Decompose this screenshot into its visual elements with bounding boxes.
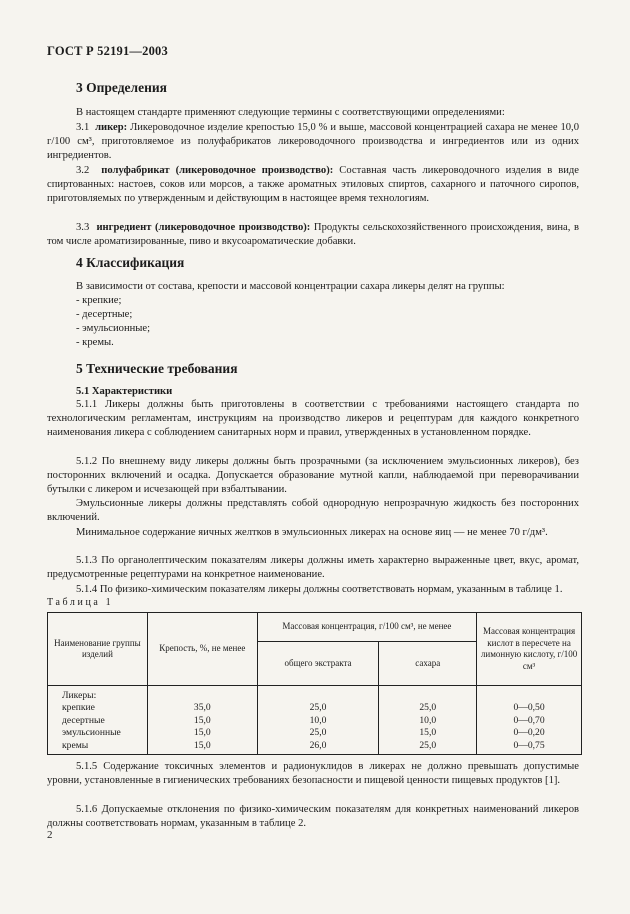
table-row xyxy=(48,715,582,727)
definition-term: полуфабрикат (ликероводочное производство): xyxy=(101,165,334,176)
table-group-label: Ликеры: xyxy=(48,686,148,703)
group-item: - эмульсионные; xyxy=(76,323,151,334)
column-header-extract: общего экстракта xyxy=(257,642,379,686)
group-item: - десертные; xyxy=(76,309,133,320)
paragraph-5-1-3: 5.1.3 По органолептическим показателям ликеры должны иметь характерно выраженные цвет, вкус, аромат, предусмотренные рецептурами на конкретное наименование. xyxy=(47,555,579,581)
cell-sugar: 25,0 xyxy=(379,740,477,755)
column-header-sugar: сахара xyxy=(379,642,477,686)
column-header-acid: Массовая концентрация кислот в пересчете на лимонную кислоту, г/100 см³ xyxy=(477,613,582,686)
subsection-5-1-title: 5.1 Характеристики xyxy=(76,386,173,397)
section-4-intro: В зависимости от состава, крепости и массовой концентрации сахара ликеры делят на группы: xyxy=(76,281,505,292)
section-5-title: 5 Технические требования xyxy=(76,361,238,376)
cell-name: крепкие xyxy=(48,702,148,714)
group-item: - кремы. xyxy=(76,337,114,348)
cell-strength: 15,0 xyxy=(147,715,257,727)
table-1 xyxy=(47,612,582,755)
cell-strength: 15,0 xyxy=(147,727,257,739)
cell-strength: 35,0 xyxy=(147,702,257,714)
paragraph-5-1-6: 5.1.6 Допускаемые отклонения по физико-химическим показателям для конкретных наименований ликеров должны соответствовать нормам, указанным в таблице 2. xyxy=(47,804,579,830)
cell-sugar: 15,0 xyxy=(379,727,477,739)
section-3-intro: В настоящем стандарте применяют следующие термины с соответствующими определениями: xyxy=(76,107,505,118)
paragraph-5-1-2-yolk: Минимальное содержание яичных желтков в эмульсионных ликерах на основе яиц — не менее 70 г/дм³. xyxy=(76,527,548,538)
cell-extract: 26,0 xyxy=(257,740,379,755)
section-4-title: 4 Классификация xyxy=(76,255,185,270)
paragraph-5-1-4: 5.1.4 По физико-химическим показателям ликеры должны соответствовать нормам, указанным в таблице 1. xyxy=(76,584,563,595)
definition-text: Продукты сельскохозяйственного происхождения, вина, в том числе ароматизированные, пиво и вкусоароматические добавки. xyxy=(47,222,579,248)
definition-number: 3.3 xyxy=(76,222,90,233)
document-header: ГОСТ Р 52191—2003 xyxy=(47,44,168,58)
cell-extract: 25,0 xyxy=(257,727,379,739)
table-row xyxy=(48,740,582,755)
column-header-mass-concentration: Массовая концентрация, г/100 см³, не менее xyxy=(257,613,476,642)
table-row xyxy=(48,702,582,714)
paragraph-5-1-2: 5.1.2 По внешнему виду ликеры должны быть прозрачными (за исключением эмульсионных ликеров), без посторонних включений и осадка. Допускается образование мутной капли, наблюдаемой при переворачивании бутылки с ликером и исчезающей при взбалтывании. xyxy=(47,456,579,496)
cell-name: кремы xyxy=(48,740,148,755)
definition-text: Составная часть ликероводочного изделия в виде спиртованных: настоев, соков или морсов, а также ароматных этиловых спиртов, сахарного и паточного сиропов, приготовляемых по утвержденным и действующим в настоящее время технологиям. xyxy=(47,165,579,205)
cell-extract: 25,0 xyxy=(257,702,379,714)
column-header-name: Наименование группы изделий xyxy=(48,613,148,686)
definition-text: Ликероводочное изделие крепостью 15,0 % и выше, массовой концентрацией сахара не менее 10,0 г/100 см³, приготовляемое из полуфабрикатов ликероводочного производства и ингредиентов или из одних ингредиентов. xyxy=(47,122,580,162)
definition-3-3 xyxy=(47,221,579,249)
definition-3-2 xyxy=(47,164,579,207)
paragraph-5-1-1: 5.1.1 Ликеры должны быть приготовлены в соответствии с требованиями настоящего стандарта по технологическим регламентам, инструкциям на производство ликеров и рецептурам для каждого конкретного наименования ликера с соблюдением санитарных норм и правил, утвержденных в установленном порядке. xyxy=(47,399,579,439)
definition-term: ингредиент (ликероводочное производство): xyxy=(96,222,311,233)
cell-sugar: 25,0 xyxy=(379,702,477,714)
cell-acid: 0—0,70 xyxy=(477,715,582,727)
definition-number: 3.2 xyxy=(76,165,90,176)
table-1-caption: Таблица 1 xyxy=(47,597,114,608)
cell-extract: 10,0 xyxy=(257,715,379,727)
cell-name: десертные xyxy=(48,715,148,727)
table-row xyxy=(48,727,582,739)
cell-acid: 0—0,75 xyxy=(477,740,582,755)
paragraph-5-1-2-emulsion: Эмульсионные ликеры должны представлять собой однородную непрозрачную жидкость без посторонних включений. xyxy=(47,498,579,524)
section-3-title: 3 Определения xyxy=(76,80,167,95)
definition-number: 3.1 xyxy=(76,122,90,133)
group-item: - крепкие; xyxy=(76,295,122,306)
definition-term: ликер: xyxy=(95,122,128,133)
cell-name: эмульсионные xyxy=(48,727,148,739)
cell-sugar: 10,0 xyxy=(379,715,477,727)
cell-strength: 15,0 xyxy=(147,740,257,755)
page-number: 2 xyxy=(47,829,53,841)
paragraph-5-1-5: 5.1.5 Содержание токсичных элементов и радионуклидов в ликерах не должно превышать допустимые уровни, установленные в гигиенических требованиях безопасности и пищевой ценности пищевых продуктов [1]. xyxy=(47,761,579,787)
column-header-strength: Крепость, %, не менее xyxy=(147,613,257,686)
cell-acid: 0—0,20 xyxy=(477,727,582,739)
cell-acid: 0—0,50 xyxy=(477,702,582,714)
definition-3-1 xyxy=(47,121,579,164)
